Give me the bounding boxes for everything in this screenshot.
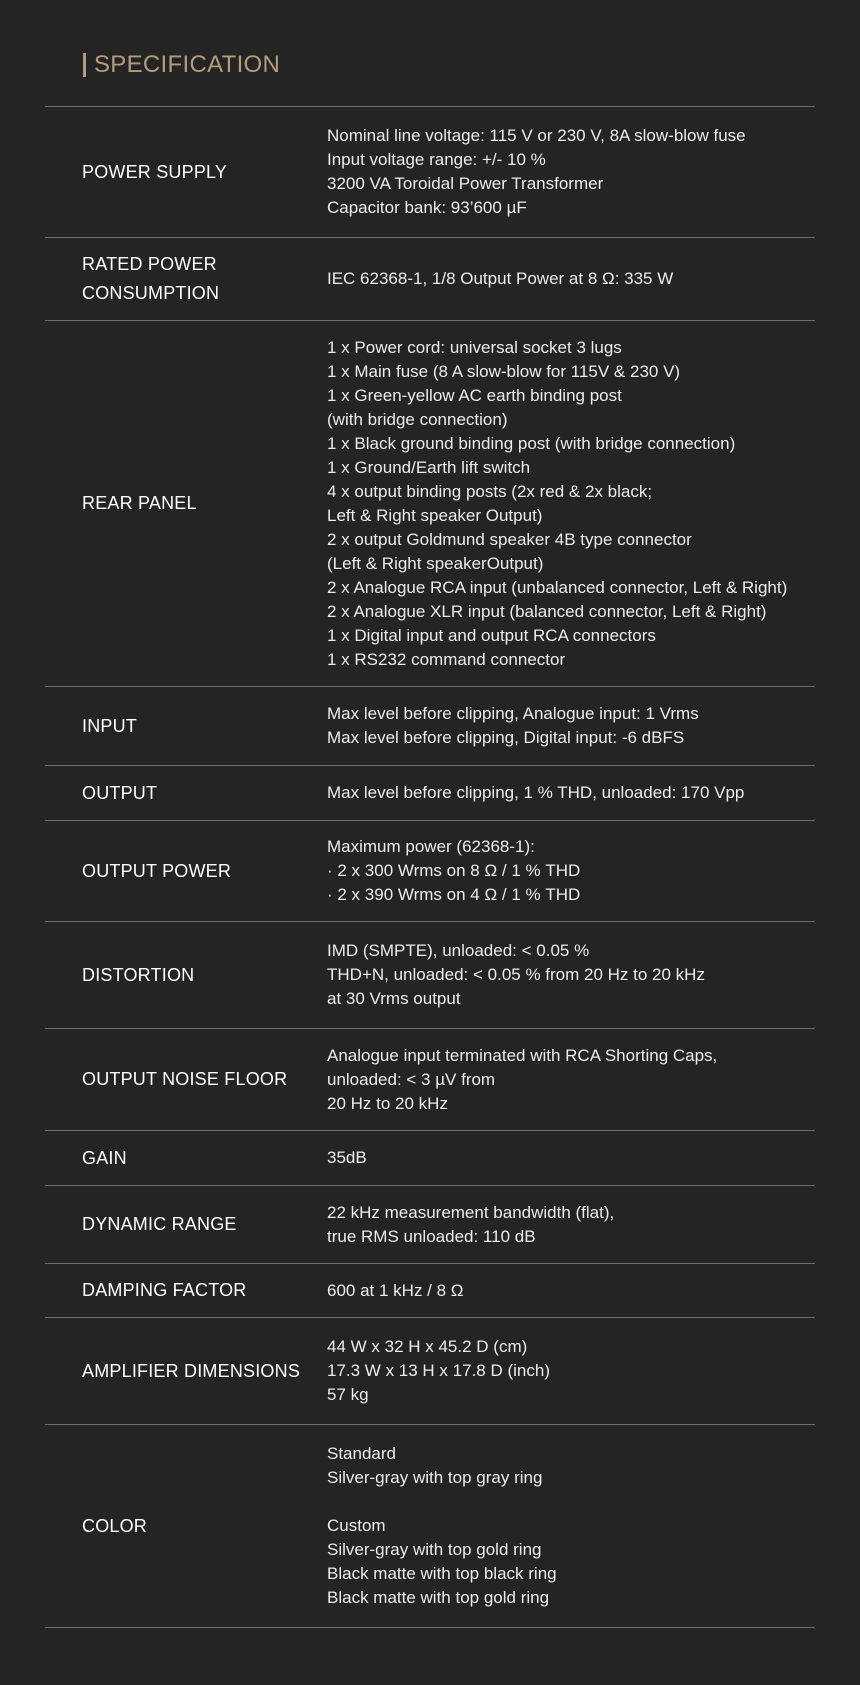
spec-value-line: 1 x Ground/Earth lift switch <box>327 457 531 477</box>
spec-value-line: Black matte with top black ring <box>327 1564 557 1583</box>
spec-value <box>327 107 815 237</box>
spec-label: OUTPUT POWER <box>82 860 232 881</box>
spec-value-line: · 2 x 390 Wrms on 4 Ω / 1 % THD <box>327 885 581 904</box>
spec-value-line: IEC 62368-1, 1/8 Output Power at 8 Ω: 335 W <box>327 269 674 288</box>
spec-label: OUTPUT <box>82 782 158 803</box>
spec-label: REAR PANEL <box>82 493 197 513</box>
spec-value-line: · 2 x 300 Wrms on 8 Ω / 1 % THD <box>327 861 581 880</box>
spec-value-line: 1 x Green-yellow AC earth binding post <box>327 385 622 405</box>
spec-value <box>327 1425 815 1627</box>
spec-value-line: 1 x Power cord: universal socket 3 lugs <box>327 337 622 357</box>
spec-row <box>45 1029 815 1131</box>
page-title: SPECIFICATION <box>94 51 281 78</box>
spec-row <box>45 922 815 1029</box>
spec-row <box>45 321 815 687</box>
spec-label: OUTPUT NOISE FLOOR <box>82 1069 288 1089</box>
spec-value-line: Maximum power (62368-1): <box>327 837 535 856</box>
spec-value-line: Input voltage range: +/- 10 % <box>327 150 546 169</box>
spec-value-line: 2 x Analogue XLR input (balanced connector, Left & Right) <box>327 601 767 621</box>
spec-table <box>45 106 815 1628</box>
spec-value-line: 57 kg <box>327 1385 369 1404</box>
spec-value-line: Black matte with top gold ring <box>327 1588 550 1607</box>
spec-value-line: 35dB <box>327 1148 367 1167</box>
spec-heading <box>83 50 280 80</box>
spec-value-line <box>327 1490 815 1514</box>
spec-value-line: Max level before clipping, 1 % THD, unloaded: 170 Vpp <box>327 783 745 802</box>
spec-value <box>327 821 815 921</box>
spec-value-line: Max level before clipping, Analogue input: 1 Vrms <box>327 704 699 723</box>
spec-row <box>45 1131 815 1186</box>
spec-value <box>327 238 815 320</box>
spec-value-line: 17.3 W x 13 H x 17.8 D (inch) <box>327 1361 550 1380</box>
spec-label: INPUT <box>82 715 137 736</box>
spec-value-line: at 30 Vrms output <box>327 989 461 1008</box>
spec-row <box>45 1186 815 1264</box>
spec-value-line: 3200 VA Toroidal Power Transformer <box>327 174 604 193</box>
spec-rows <box>45 107 815 1628</box>
spec-label: DYNAMIC RANGE <box>82 1214 237 1234</box>
spec-value <box>327 1318 815 1424</box>
spec-label: GAIN <box>82 1147 127 1168</box>
spec-value <box>327 321 815 686</box>
spec-value-line: Silver-gray with top gray ring <box>327 1468 543 1487</box>
spec-value-line: Silver-gray with top gold ring <box>327 1540 542 1559</box>
spec-value-line: 1 x Black ground binding post (with bridge connection) <box>327 433 736 453</box>
spec-value-line: 1 x Digital input and output RCA connectors <box>327 625 656 645</box>
spec-value-line: Custom <box>327 1516 386 1535</box>
spec-value-line: Left & Right speaker Output) <box>327 505 543 525</box>
spec-value-line: true RMS unloaded: 110 dB <box>327 1226 536 1246</box>
spec-label: DAMPING FACTOR <box>82 1280 247 1300</box>
spec-value-line: Analogue input terminated with RCA Shorting Caps, <box>327 1045 718 1065</box>
spec-label: COLOR <box>82 1515 148 1536</box>
spec-value-line: 600 at 1 kHz / 8 Ω <box>327 1280 464 1300</box>
heading-accent-bar <box>83 53 86 77</box>
spec-value-line: Max level before clipping, Digital input: -6 dBFS <box>327 728 685 747</box>
spec-value-line: 22 kHz measurement bandwidth (flat), <box>327 1202 615 1222</box>
spec-value-line: 1 x RS232 command connector <box>327 649 566 669</box>
spec-value-line: 4 x output binding posts (2x red & 2x black; <box>327 481 653 501</box>
spec-value <box>327 1264 815 1317</box>
spec-value-line: (Left & Right speakerOutput) <box>327 553 544 573</box>
spec-row <box>45 687 815 766</box>
spec-label: POWER SUPPLY <box>82 161 228 182</box>
spec-row <box>45 1264 815 1318</box>
spec-value-line: 44 W x 32 H x 45.2 D (cm) <box>327 1337 528 1356</box>
spec-value-line: Standard <box>327 1444 396 1463</box>
spec-value-line: Capacitor bank: 93’600 µF <box>327 198 527 217</box>
spec-row <box>45 107 815 238</box>
spec-value <box>327 687 815 765</box>
spec-value <box>327 1131 815 1185</box>
spec-value-line: THD+N, unloaded: < 0.05 % from 20 Hz to 20 kHz <box>327 965 705 984</box>
spec-value-line: Nominal line voltage: 115 V or 230 V, 8A slow-blow fuse <box>327 126 746 145</box>
spec-row <box>45 1425 815 1628</box>
spec-value-line: 20 Hz to 20 kHz <box>327 1093 448 1113</box>
spec-value <box>327 1186 815 1263</box>
spec-value <box>327 922 815 1028</box>
spec-value-line: unloaded: < 3 µV from <box>327 1069 496 1089</box>
spec-row <box>45 1318 815 1425</box>
spec-label: RATED POWER CONSUMPTION <box>82 254 220 303</box>
spec-row <box>45 238 815 321</box>
spec-value <box>327 1029 815 1130</box>
spec-value-line: 2 x output Goldmund speaker 4B type connector <box>327 529 692 549</box>
spec-label: AMPLIFIER DIMENSIONS <box>82 1360 301 1381</box>
spec-value-line: (with bridge connection) <box>327 409 508 429</box>
spec-value-line: 1 x Main fuse (8 A slow-blow for 115V & 230 V) <box>327 361 681 381</box>
spec-value-line: 2 x Analogue RCA input (unbalanced connector, Left & Right) <box>327 577 788 597</box>
spec-row <box>45 766 815 821</box>
spec-value <box>327 766 815 820</box>
spec-value-line: IMD (SMPTE), unloaded: < 0.05 % <box>327 941 590 960</box>
spec-label: DISTORTION <box>82 964 195 985</box>
spec-row <box>45 821 815 922</box>
